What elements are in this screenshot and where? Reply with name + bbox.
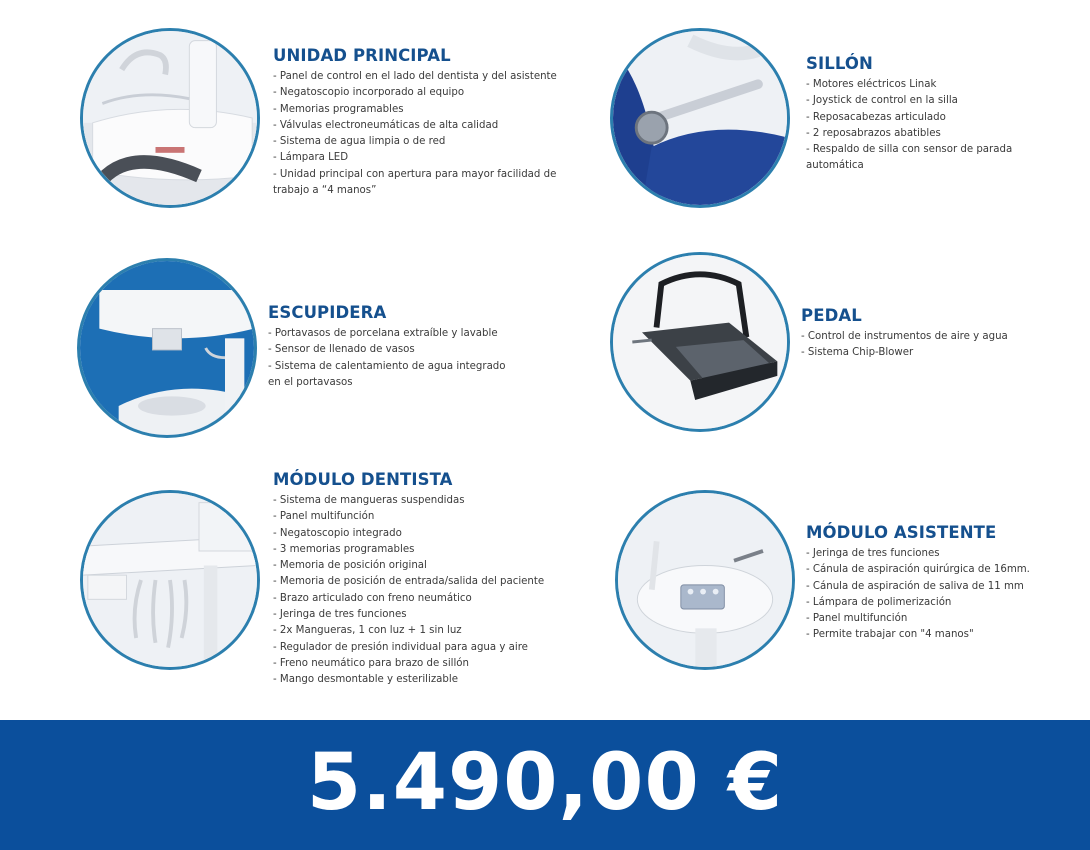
feature-item: - Respaldo de silla con sensor de parada xyxy=(806,144,1013,156)
feature-item: - Regulador de presión individual para agua y aire xyxy=(273,641,528,653)
dental-chair-icon xyxy=(613,31,787,205)
foot-pedal-icon xyxy=(613,255,787,429)
feature-item: - Reposacabezas articulado xyxy=(806,111,946,123)
dentist-module-image xyxy=(80,490,260,670)
feature-item: - Jeringa de tres funciones xyxy=(806,548,940,559)
feature-item: - Motores eléctricos Linak xyxy=(806,79,937,90)
feature-item: automática xyxy=(806,160,864,172)
assistant-module-image xyxy=(615,490,795,670)
feature-item: - Memoria de posición original xyxy=(273,560,427,572)
feature-item: - Cánula de aspiración quirúrgica de 16mm. xyxy=(806,564,1030,576)
feature-item: - Negatoscopio incorporado al equipo xyxy=(273,87,465,99)
feature-item: - Sistema de agua limpia o de red xyxy=(273,136,446,148)
feature-item: - Panel de control en el lado del dentista y del asistente xyxy=(273,71,557,82)
feature-item: - Unidad principal con apertura para mayor facilidad de xyxy=(273,168,557,180)
feature-item: - Memoria de posición de entrada/salida del paciente xyxy=(273,576,545,588)
section-pedal xyxy=(801,306,1071,362)
feature-item: - Sistema de calentamiento de agua integrado xyxy=(268,360,506,372)
feature-item: - Memorias programables xyxy=(273,103,404,115)
feature-item: - Sistema de mangueras suspendidas xyxy=(273,495,465,506)
section-sillon xyxy=(806,54,1076,175)
price-bar xyxy=(0,720,1090,850)
section-title: UNIDAD PRINCIPAL xyxy=(273,46,451,65)
feature-item: - Válvulas electroneumáticas de alta calidad xyxy=(273,119,499,131)
spittoon-image xyxy=(77,258,257,438)
feature-item: - Freno neumático para brazo de sillón xyxy=(273,657,469,669)
dental-unit-image xyxy=(80,28,260,208)
price: 5.490,00 € xyxy=(306,738,784,828)
feature-item: - Permite trabajar con "4 manos" xyxy=(806,629,974,641)
feature-item: - Panel multifunción xyxy=(273,511,375,523)
section-title: MÓDULO DENTISTA xyxy=(273,470,453,489)
feature-item: - Control de instrumentos de aire y agua xyxy=(801,331,1008,342)
feature-item: - Brazo articulado con freno neumático xyxy=(273,592,472,604)
feature-item: - Portavasos de porcelana extraíble y lavable xyxy=(268,328,498,339)
section-escupidera xyxy=(268,303,588,391)
section-unidad-principal xyxy=(273,46,593,199)
dental-unit-icon xyxy=(83,31,257,205)
spittoon-icon xyxy=(80,261,254,435)
feature-item: - Panel multifunción xyxy=(806,613,908,625)
chair-image xyxy=(610,28,790,208)
feature-item: - 2 reposabrazos abatibles xyxy=(806,127,941,139)
feature-item: - 2x Mangueras, 1 con luz + 1 sin luz xyxy=(273,625,462,637)
feature-item: en el portavasos xyxy=(268,376,353,388)
feature-item: - Negatoscopio integrado xyxy=(273,527,402,539)
feature-item: - Sistema Chip-Blower xyxy=(801,347,914,359)
feature-item: - 3 memorias programables xyxy=(273,543,415,555)
feature-item: - Lámpara de polimerización xyxy=(806,596,952,608)
feature-item: - Lámpara LED xyxy=(273,152,349,164)
feature-item: trabajo a “4 manos” xyxy=(273,185,377,197)
feature-item: - Joystick de control en la silla xyxy=(806,95,958,107)
pedal-image xyxy=(610,252,790,432)
assistant-module-icon xyxy=(618,493,792,667)
section-title: MÓDULO ASISTENTE xyxy=(806,523,997,542)
feature-item: - Mango desmontable y esterilizable xyxy=(273,674,458,686)
dentist-module-icon xyxy=(83,493,257,667)
feature-item: - Jeringa de tres funciones xyxy=(273,609,407,621)
section-title: PEDAL xyxy=(801,306,862,325)
section-modulo-asistente xyxy=(806,523,1076,644)
feature-item: - Sensor de llenado de vasos xyxy=(268,344,415,356)
section-modulo-dentista xyxy=(273,470,593,689)
section-title: ESCUPIDERA xyxy=(268,303,387,322)
section-title: SILLÓN xyxy=(806,54,873,73)
feature-item: - Cánula de aspiración de saliva de 11 mm xyxy=(806,580,1024,592)
